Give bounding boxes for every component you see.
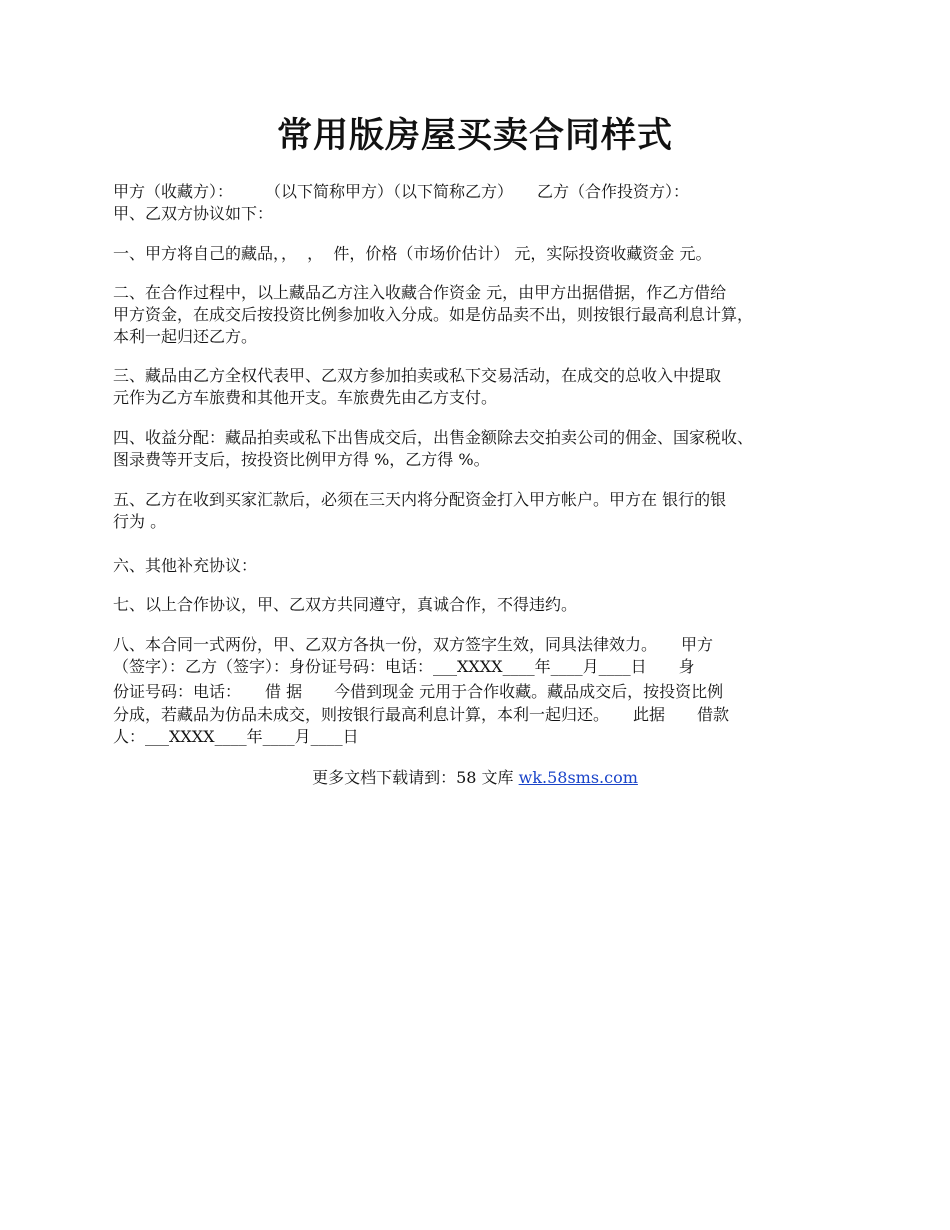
- clause-4-line-1: 四、收益分配：藏品拍卖或私下出售成交后，出售金额除去交拍卖公司的佣金、国家税收、: [113, 428, 754, 447]
- clause-8-line-5: 人：___XXXX____年____月____日: [113, 727, 359, 746]
- clause-7: 七、以上合作协议，甲、乙双方共同遵守，真诚合作，不得违约。: [113, 595, 578, 614]
- agreement-intro: 甲、乙双方协议如下：: [113, 204, 274, 223]
- clause-6: 六、其他补充协议：: [113, 556, 258, 575]
- clause-8-line-3: 份证号码：电话： 借 据 今借到现金 元用于合作收藏。藏品成交后，按投资比例: [113, 682, 724, 701]
- party-a-line: 甲方（收藏方）： （以下简称甲方）（以下简称乙方） 乙方（合作投资方）：: [113, 182, 690, 201]
- document-title: 常用版房屋买卖合同样式: [276, 115, 673, 156]
- clause-8-line-1: 八、本合同一式两份，甲、乙双方各执一份，双方签字生效，同具法律效力。 甲方: [113, 635, 714, 654]
- clause-2-line-1: 二、在合作过程中，以上藏品乙方注入收藏合作资金 元，由甲方出据借据，作乙方借给: [113, 283, 727, 302]
- clause-2-line-2: 甲方资金，在成交后按投资比例参加收入分成。如是仿品卖不出，则按银行最高利息计算，: [113, 305, 754, 324]
- clause-4-line-2: 图录费等开支后，按投资比例甲方得 %，乙方得 %。: [113, 450, 490, 469]
- clause-8-line-2: （签字）：乙方（签字）：身份证号码：电话：___XXXX____年____月____日 身: [113, 657, 695, 676]
- footer-text: 更多文档下载请到：58 文库: [312, 768, 519, 787]
- clause-1-line-1: 一、甲方将自己的藏品，， ， 件，价格（市场价估计） 元，实际投资收藏资金 元。: [113, 244, 712, 263]
- footer: [0, 767, 950, 789]
- clause-3-line-1: 三、藏品由乙方全权代表甲、乙双方参加拍卖或私下交易活动，在成交的总收入中提取: [113, 366, 722, 385]
- footer-link[interactable]: wk.58sms.com: [518, 768, 638, 787]
- clause-5-line-1: 五、乙方在收到买家汇款后，必须在三天内将分配资金打入甲方帐户。甲方在 银行的银: [113, 490, 727, 509]
- clause-3-line-2: 元作为乙方车旅费和其他开支。车旅费先由乙方支付。: [113, 388, 498, 407]
- clause-2-line-3: 本利一起归还乙方。: [113, 327, 258, 346]
- clause-5-line-2: 行为 。: [113, 512, 167, 531]
- clause-8-line-4: 分成，若藏品为仿品未成交，则按银行最高利息计算，本利一起归还。 此据 借款: [113, 705, 730, 724]
